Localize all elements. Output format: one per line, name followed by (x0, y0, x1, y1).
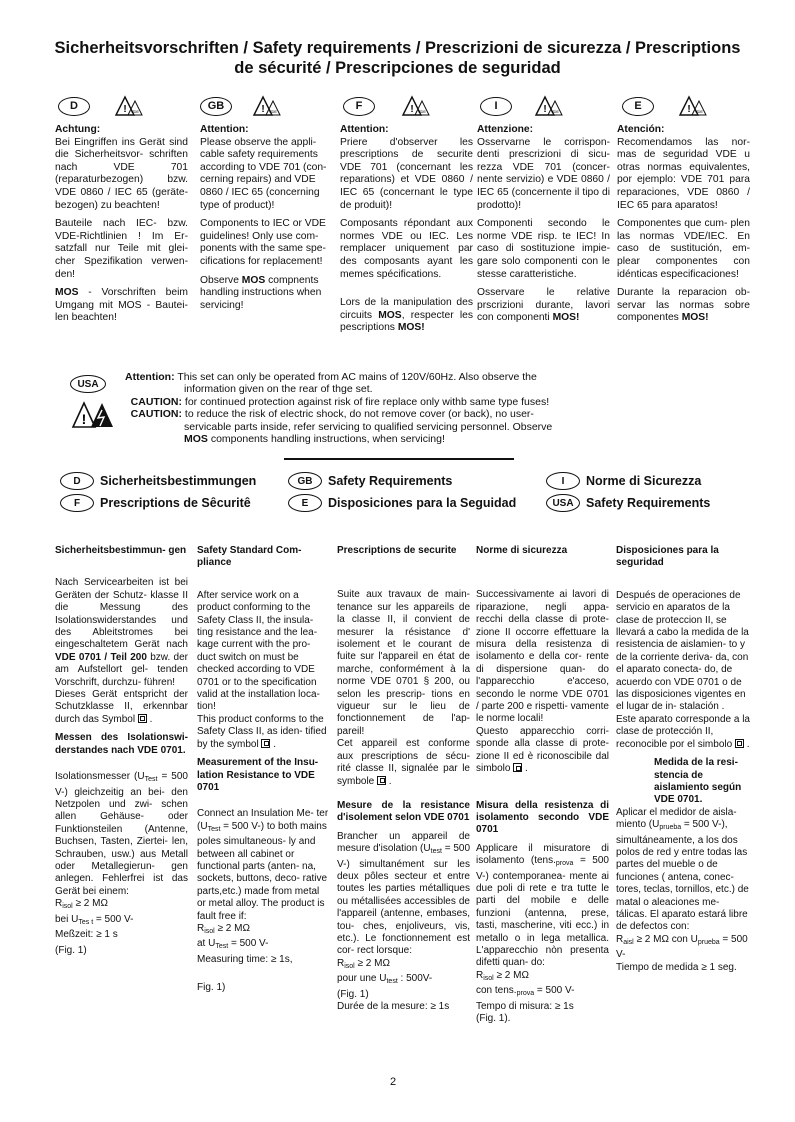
bottom-column-de (55, 545, 188, 958)
column-heading: Sicherheitsbestimmun- gen (55, 545, 187, 556)
paragraph-text: Observe (200, 274, 242, 286)
voltage-line (197, 938, 330, 953)
lang-code-fr: F (60, 494, 94, 512)
lang-code-it: I (546, 472, 580, 490)
column-heading: Disposiciones para la seguridad (616, 545, 719, 569)
figure-ref: (Fig. 1) (337, 988, 369, 1000)
column-heading: Attention: (200, 124, 249, 135)
paragraph: Dieses Gerät entspricht der Schutzklasse II, erkennbar durch das Symbol . (55, 689, 188, 725)
bottom-column-it (476, 545, 609, 1025)
column-heading: Prescriptions de securite (337, 545, 457, 556)
usa-caution-line-2 (125, 408, 705, 420)
subscript: prova (555, 860, 574, 868)
paragraph (476, 843, 609, 970)
caution-text: to reduce the risk of electric shock, do not remove cover (or back), no user- (184, 408, 534, 421)
sub-heading: Measurement of the Insu- lation Resistance to VDE 0701 (197, 757, 319, 793)
class-ii-symbol-icon (377, 776, 386, 785)
page-number: 2 (390, 1076, 397, 1088)
warning-triangle-icon (678, 95, 708, 117)
paragraph: Componentes que cum- plen las normas VDE/IEC. En caso de sustitución, em- plear componentes con idénticas especificaciones! (617, 218, 750, 280)
paragraph-text: = 500 V-) simultanément sur les deux pôles secteur et entre toutes les parties métalliques ou métallisées accessibles de l'appareil (antenne, embases, tou- ches, enjoliveurs, vis, etc.). Le fonctionnement est cor- rect lorsque: (337, 843, 471, 957)
r-symbol: R (55, 898, 63, 910)
subscript: isol (62, 903, 73, 911)
resistance-line (55, 898, 188, 913)
class-ii-symbol-icon (735, 739, 744, 748)
vde-mark: VDE (268, 109, 278, 114)
warning-triangle-icon (401, 95, 431, 117)
column-heading: Norme di sicurezza (476, 545, 568, 556)
top-column-gb (200, 124, 333, 318)
lang-marker-fr (343, 95, 431, 117)
paragraph-text: = 500 V-) gleichzeitig an bei- den Netzpolen und zwi- schen allen Gehäuse- oder Funktionsteilen (Antenne, Buchsen, Tasten, Ziertei- len, Schrauben, usw.) aus Metall oder Metallegierun- gen anlegen. Fehlerfrei ist das Gerät bei einem: (55, 771, 188, 897)
standard-ref: VDE 0701 / Teil 200 (55, 651, 147, 663)
lang-marker-es (622, 95, 708, 117)
safety-title-usa (546, 494, 710, 512)
usa-caution-line-1 (125, 396, 705, 408)
paragraph: Este aparato corresponde a la clase de protección II, reconocible por el simbolo . (616, 713, 750, 750)
divider (284, 458, 514, 460)
paragraph-text: - Vorschriften beim Umgang mit MOS - Bautei- len beachten! (55, 287, 188, 324)
figure-ref: Fig. 1) (197, 982, 226, 994)
lang-code-gb: GB (288, 472, 322, 490)
subscript: Test (207, 825, 221, 833)
u-value: = 500 V- (534, 985, 575, 997)
paragraph-text: Cet appareil est conforme aux prescriptions de sécu- rité classe II, signalée par le symbole (337, 738, 470, 787)
lang-code-fr: F (343, 97, 375, 116)
paragraph: Composants répondant aux normes VDE ou IEC. Les remplacer uniquement par des composants ayant les memes spécifications. (340, 218, 473, 280)
paragraph-text: compnents handling instructions when servicing! (200, 274, 322, 311)
page-title (20, 38, 775, 78)
u-symbol: con tens. (476, 985, 517, 997)
time-line: Tempo di misura: ≥ 1s (476, 1000, 574, 1012)
u-symbol: pour une U (337, 973, 387, 985)
paragraph: Bauteile nach IEC- bzw. VDE-Richtlinien ! Im Er- satzfall nur Teile mit glei- cher Spezifikation verwen- den! (55, 218, 188, 280)
lang-code-de: D (58, 97, 90, 116)
bottom-column-es (616, 545, 753, 974)
mos-label: MOS! (397, 322, 425, 334)
paragraph: This product conforms to the Safety Class II, as iden- tified by the symbol . (197, 713, 327, 750)
voltage-line (337, 973, 470, 988)
lang-code-es: E (288, 494, 322, 512)
top-column-it (477, 124, 610, 331)
mos-label: MOS! (552, 312, 580, 324)
paragraph: Components to IEC or VDE guidelines! Only use com- ponents with the same spe- cifications for replacement! (200, 218, 326, 267)
resistance-line (476, 970, 609, 985)
resistance-line (197, 923, 330, 938)
paragraph-text: Este aparato corresponde a la clase de protección II, reconocible por el simbolo (616, 713, 750, 750)
paragraph-text: Dieses Gerät entspricht der Schutzklasse II, erkennbar durch das Symbol (55, 689, 188, 725)
u-value: = 500 V- (93, 913, 134, 925)
u-value: = 500 V- (228, 938, 269, 950)
class-ii-symbol-icon (138, 714, 147, 723)
column-heading: Safety Standard Com- pliance (197, 545, 302, 569)
vde-mark: VDE (130, 109, 140, 114)
lang-code-de: D (60, 472, 94, 490)
paragraph-text: Connect an Insulation Me- ter (U (197, 808, 329, 832)
paragraph (477, 287, 610, 325)
paragraph-text: Durante la reparacion ob- servar las normas sobre componentes (617, 287, 750, 324)
column-heading: Achtung: (55, 124, 101, 135)
subscript: test (386, 978, 398, 986)
vde-mark: VDE (550, 109, 560, 114)
attention-text-2: information given on the rear of thge set. (184, 383, 373, 396)
column-heading: Atención: (617, 124, 665, 135)
top-column-fr (340, 124, 473, 341)
paragraph-text: , respecter les pescriptions (340, 309, 473, 334)
paragraph-text: = 500 V-), simultáneamente, a los dos polos de red y entre todas las partes del mueble o de funciones ( antena, conec- tores, teclas, tornillos, etc.) de matal o aleaciones me- tálicas. El aparato estará libre de defectos con: (616, 819, 749, 933)
usa-warning-block (125, 371, 705, 445)
r-value: ≥ 2 MΩ (72, 898, 108, 910)
subscript: prueba (697, 938, 720, 946)
paragraph-text: Brancher un appareil de mesure d'isolation (U (337, 830, 470, 855)
safety-title-label: Prescriptions de Sêcuritê (100, 496, 251, 510)
caution-label: CAUTION: (130, 408, 182, 421)
subscript: Test (215, 943, 229, 951)
paragraph: Osservarne le corrispon- denti prescrizioni di sicu- rezza VDE 701 (concer- nente servizio) e VDE 0860 / IEC 65 (concernente il tipo di prodotto)! (477, 136, 610, 211)
mos-label: MOS! (681, 312, 709, 324)
r-symbol: R (616, 933, 624, 945)
voltage-line (55, 914, 188, 929)
paragraph: Después de operaciones de servicio en aparatos de la clase de proteccion II, se llevará a cabo la medida de la resistencia de aislamien- to y de la corriente deriva- da, con el aparato conecta- do, de acuerdo con VDE 0701 o de las disposiciones vigentes en el lugar de in- stalación . (616, 589, 749, 713)
subscript: isol (204, 927, 215, 935)
svg-text:!: ! (687, 104, 691, 115)
column-heading: Attenzione: (477, 124, 534, 135)
paragraph-text: = 500 V-) to both mains poles simultaneous- ly and between all cabinet or functional parts (anten- na, sockets, buttons, deco- rative parts,etc.) made from metal or metal alloy. The product is fault free if: (197, 820, 328, 922)
sub-heading: Messen des Isolationswi- derstandes nach VDE 0701. (55, 732, 188, 756)
mos-label: MOS (55, 287, 79, 299)
paragraph-text: Lors de la manipulation des circuits (340, 297, 473, 321)
sub-heading: Medida de la resi- stencia de aislamiento según VDE 0701. (654, 757, 742, 806)
u-value: : 500V- (397, 973, 433, 985)
time-line: Meßzeit: ≥ 1 s (55, 928, 118, 940)
paragraph (616, 807, 753, 934)
paragraph-text: Questo apparecchio corri- sponde alla classe di prote- zione II ed è riconoscibile dal simbolo (476, 725, 609, 775)
paragraph: Bei Eingriffen ins Gerät sind die Sicherheitsvor- schriften nach VDE 701 (reparaturbezogen) bzw. VDE 0860 / IEC 65 (geräte- bezogen) zu beachten! (55, 136, 188, 211)
svg-text:!: ! (543, 104, 547, 115)
lang-code-usa: USA (546, 494, 580, 512)
page-title-line1: Sicherheitsvorschriften / Safety requirements / Prescrizioni de sicurezza / Prescriptions (54, 39, 741, 57)
paragraph (617, 287, 750, 325)
paragraph: After service work on a product conforming to the Safety Class II, the insula- ting resistance and the lea- kage current with the pro- duct switch on must be checked according to VDE 0701 or to the specification valid at the installation loca- tion! (197, 589, 320, 713)
safety-title-label: Safety Requirements (328, 474, 453, 488)
paragraph (55, 771, 188, 898)
paragraph: Cet appareil est conforme aux prescriptions de sécu- rité classe II, signalée par le symbole . (337, 738, 470, 787)
svg-text:!: ! (410, 104, 414, 115)
time-line: Durée de la mesure: ≥ 1s (337, 1001, 450, 1012)
safety-title-it (546, 472, 701, 490)
r-value: ≥ 2 MΩ (354, 957, 390, 969)
column-heading: Attention: (340, 124, 389, 135)
r-symbol: R (337, 957, 345, 969)
paragraph-text: components handling instructions, when servicing! (207, 433, 445, 446)
warning-triangle-icon (534, 95, 564, 117)
subscript: prueba (659, 824, 682, 832)
paragraph: Suite aux travaux de main- tenance sur les appareils de la classe II, il convient de mesurer la résistance d' isolement et le courant de fuite sur l'appareil en état de marche, conformément à la norme VDE 0701 § 200, ou selon les prescrip- tions en vigueur sur le lieu de fonctionnement de l'ap- pareil! (337, 589, 470, 737)
warning-triangle-icon (252, 95, 282, 117)
mos-label: MOS (378, 309, 402, 321)
vde-mark: VDE (694, 109, 704, 114)
sub-heading: Misura della resistenza di isolamento secondo VDE 0701 (476, 799, 609, 836)
safety-title-label: Sicherheitsbestimmungen (100, 474, 257, 488)
paragraph (197, 808, 330, 923)
subscript: aisl (623, 938, 634, 946)
r-value: ≥ 2 MΩ con U (633, 933, 698, 945)
paragraph (337, 831, 470, 958)
resistance-line (337, 958, 470, 973)
paragraph: Recomendamos las nor- mas de seguridad VDE u otras normas equivalentes, por ejemplo: VDE 701 para reparaciones, VDE 0860 / IEC 65 para aparatos! (617, 136, 750, 211)
bottom-column-fr (337, 545, 470, 1013)
r-symbol: R (197, 922, 205, 934)
time-line: Tiempo de medida ≥ 1 seg. (616, 961, 737, 973)
paragraph-text: This product conforms to the Safety Class II, as iden- tified by the symbol (197, 713, 327, 750)
safety-title-fr (60, 494, 251, 512)
r-symbol: R (476, 969, 484, 981)
safety-title-label: Norme di Sicurezza (586, 474, 702, 488)
r-value: ≥ 2 MΩ (214, 922, 250, 934)
class-ii-symbol-icon (513, 763, 522, 772)
paragraph-text: bzw. der am Aufstellort gel- tenden Vorschrift, durchzu- führen! (55, 651, 188, 688)
attention-text: This set can only be operated from AC mains of 120V/60Hz. Also observe the (177, 371, 537, 383)
safety-title-gb (288, 472, 452, 490)
paragraph (55, 287, 188, 325)
paragraph: Componenti secondo le norme VDE risp. te IEC! In caso di sostituzione impie- gare solo componenti con le stesse caratteristiche. (477, 218, 610, 280)
top-column-es (617, 124, 750, 331)
attention-label: Attention: (125, 371, 175, 383)
safety-title-label: Disposiciones para la Seguidad (328, 496, 517, 510)
resistance-line (616, 934, 753, 962)
paragraph (200, 275, 333, 313)
subscript: isol (344, 962, 355, 970)
paragraph-text: Isolationsmesser (U (55, 771, 145, 783)
time-line: Measuring time: ≥ 1s, (197, 953, 293, 965)
paragraph-text: Applicare il misuratore di isolamento (tens. (476, 842, 609, 867)
paragraph-text: Osservare le relative prscrizioni durante, lavori con componenti (477, 287, 610, 324)
page-title-line2: de sécurité / Prescripciones de seguridad (234, 59, 561, 77)
safety-title-es (288, 494, 516, 512)
caution-label: CAUTION: (130, 395, 182, 408)
paragraph: Questo apparecchio corri- sponde alla classe di prote- zione II ed è riconoscibile dal simbolo . (476, 725, 609, 775)
voltage-line (476, 985, 609, 1000)
svg-text:!: ! (81, 411, 87, 427)
usa-attention-line (125, 371, 705, 383)
bottom-column-gb (197, 545, 330, 995)
svg-text:!: ! (261, 104, 265, 115)
subscript: Test (144, 776, 158, 784)
u-value: = 500 V- (616, 933, 748, 961)
class-ii-symbol-icon (261, 739, 270, 748)
u-symbol: bei U (55, 913, 79, 925)
caution-text-3 (125, 433, 705, 445)
lang-marker-de (58, 95, 144, 117)
paragraph-text: = 500 V-) contemporanea- mente ai due poli di rete e tra tutte le parti del mobile e delle funzioni (antenna, prese, tasti, mascherine, viti ecc.) in metallo o in lega metallica. L'apparecchio nòn presenta difetti quan- do: (476, 855, 609, 969)
lang-marker-it (480, 95, 564, 117)
lang-code-it: I (480, 97, 512, 116)
svg-text:!: ! (123, 104, 127, 115)
paragraph: Please observe the appli- cable safety requirements according to VDE 701 (con- cerning repairs) and VDE 0860 / IEC 65 (concerning type of product)! (200, 136, 327, 211)
paragraph-text: Aplicar el medidor de aisla- miento (U (616, 806, 737, 831)
paragraph (340, 297, 473, 335)
figure-ref: (Fig. 1) (55, 945, 87, 957)
caution-text: for continued protection against risk of fire replace only withb same type fuses! (184, 395, 550, 408)
mos-label: MOS (241, 274, 266, 286)
sub-heading: Mesure de la resistance d'isolement selon VDE 0701 (337, 799, 470, 824)
r-value: ≥ 2 MΩ (493, 969, 529, 981)
u-symbol: at U (197, 938, 216, 950)
safety-title-label: Safety Requirements (586, 496, 711, 510)
subscript: Tes t (78, 918, 94, 926)
lang-code-gb: GB (200, 97, 232, 116)
lang-marker-gb (200, 95, 282, 117)
lang-code-es: E (622, 97, 654, 116)
top-column-de (55, 124, 188, 331)
paragraph: Priere d'observer les prescriptions de securite VDE 701 (concernant les reparations) et VDE 0860 / IEC 65 (concernant le type de produit)! (340, 136, 473, 211)
paragraph (55, 577, 188, 689)
paragraph: Successivamente ai lavori di riparazione, negli appa- recchi della classe di prote- zione II occorre effettuare la misura della resistenza di isolamento e della cor- rente di dispersione quan- do l'apparecchio e'acceso, secondo le norme VDE 0701 / parte 200 e rispetti- vamente le norme locali! (476, 589, 609, 725)
mos-label: MOS (184, 433, 208, 446)
vde-mark: VDE (417, 109, 427, 114)
subscript: isol (483, 974, 494, 982)
subscript: test (430, 848, 442, 856)
safety-title-de (60, 472, 256, 490)
lang-code-usa: USA (70, 375, 106, 393)
warning-triangle-icon (114, 95, 144, 117)
paragraph-text: Nach Servicearbeiten ist bei Geräten der Schutz- klasse II die Messung des Isolationswiderstandes und des Ableitstromes bei eingeschaltetem Gerät nach (55, 577, 188, 651)
caution-text-2: servicable parts inside, refer servicing to qualified servicing personnel. Observe (184, 420, 553, 433)
figure-ref: (Fig. 1). (476, 1013, 511, 1024)
subscript: prova (516, 990, 535, 998)
warning-triangle-icon (71, 400, 115, 430)
